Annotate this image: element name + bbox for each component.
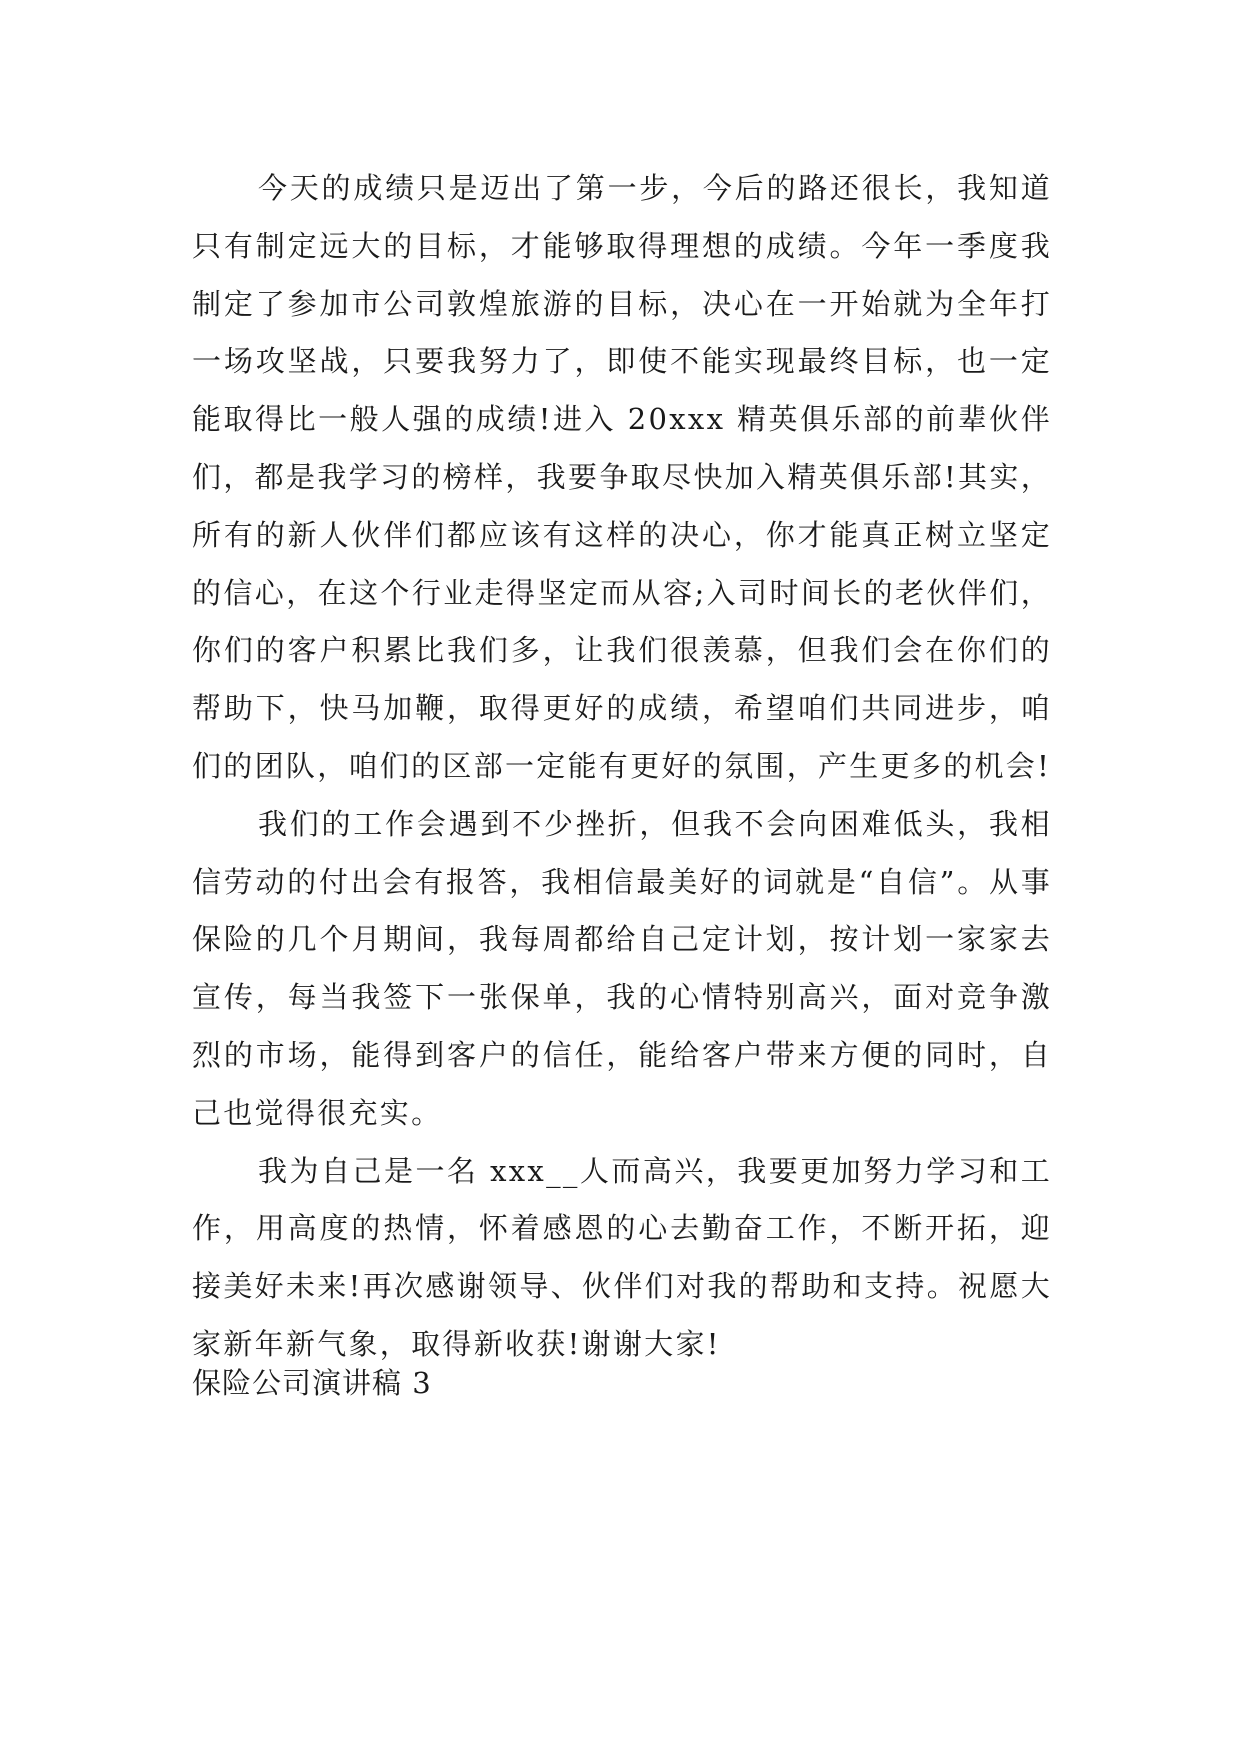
paragraph-1: 今天的成绩只是迈出了第一步，今后的路还很长，我知道只有制定远大的目标，才能够取得理想的成绩。今年一季度我制定了参加市公司敦煌旅游的目标，决心在一开始就为全年打一场攻坚战，只要我努力了，即使不能实现最终目标，也一定能取得比一般人强的成绩!进入 20xxx 精英俱乐部的前辈伙伴们，都是我学习的榜样，我要争取尽快加入精英俱乐部!其实，所有的新人伙伴们都应该有这样的决心，你才能真正树立坚定的信心，在这个行业走得坚定而从容;入司时间长的老伙伴们，你们的客户积累比我们多，让我们很羡慕，但我们会在你们的帮助下，快马加鞭，取得更好的成绩，希望咱们共同进步，咱们的团队，咱们的区部一定能有更好的氛围，产生更多的机会!	[192, 171, 1052, 783]
section-heading: 保险公司演讲稿 3	[192, 1366, 432, 1400]
paragraph-3: 我为自己是一名 xxx__人而高兴，我要更加努力学习和工作，用高度的热情，怀着感恩的心去勤奋工作，不断开拓，迎接美好未来!再次感谢领导、伙伴们对我的帮助和支持。祝愿大家新年新气象，取得新收获!谢谢大家!	[192, 1153, 1052, 1361]
document-body	[192, 160, 1052, 1374]
paragraph-2: 我们的工作会遇到不少挫折，但我不会向困难低头，我相信劳动的付出会有报答，我相信最美好的词就是“自信”。从事保险的几个月期间，我每周都给自己定计划，按计划一家家去宣传，每当我签下一张保单，我的心情特别高兴，面对竞争激烈的市场，能得到客户的信任，能给客户带来方便的同时，自己也觉得很充实。	[192, 806, 1052, 1130]
